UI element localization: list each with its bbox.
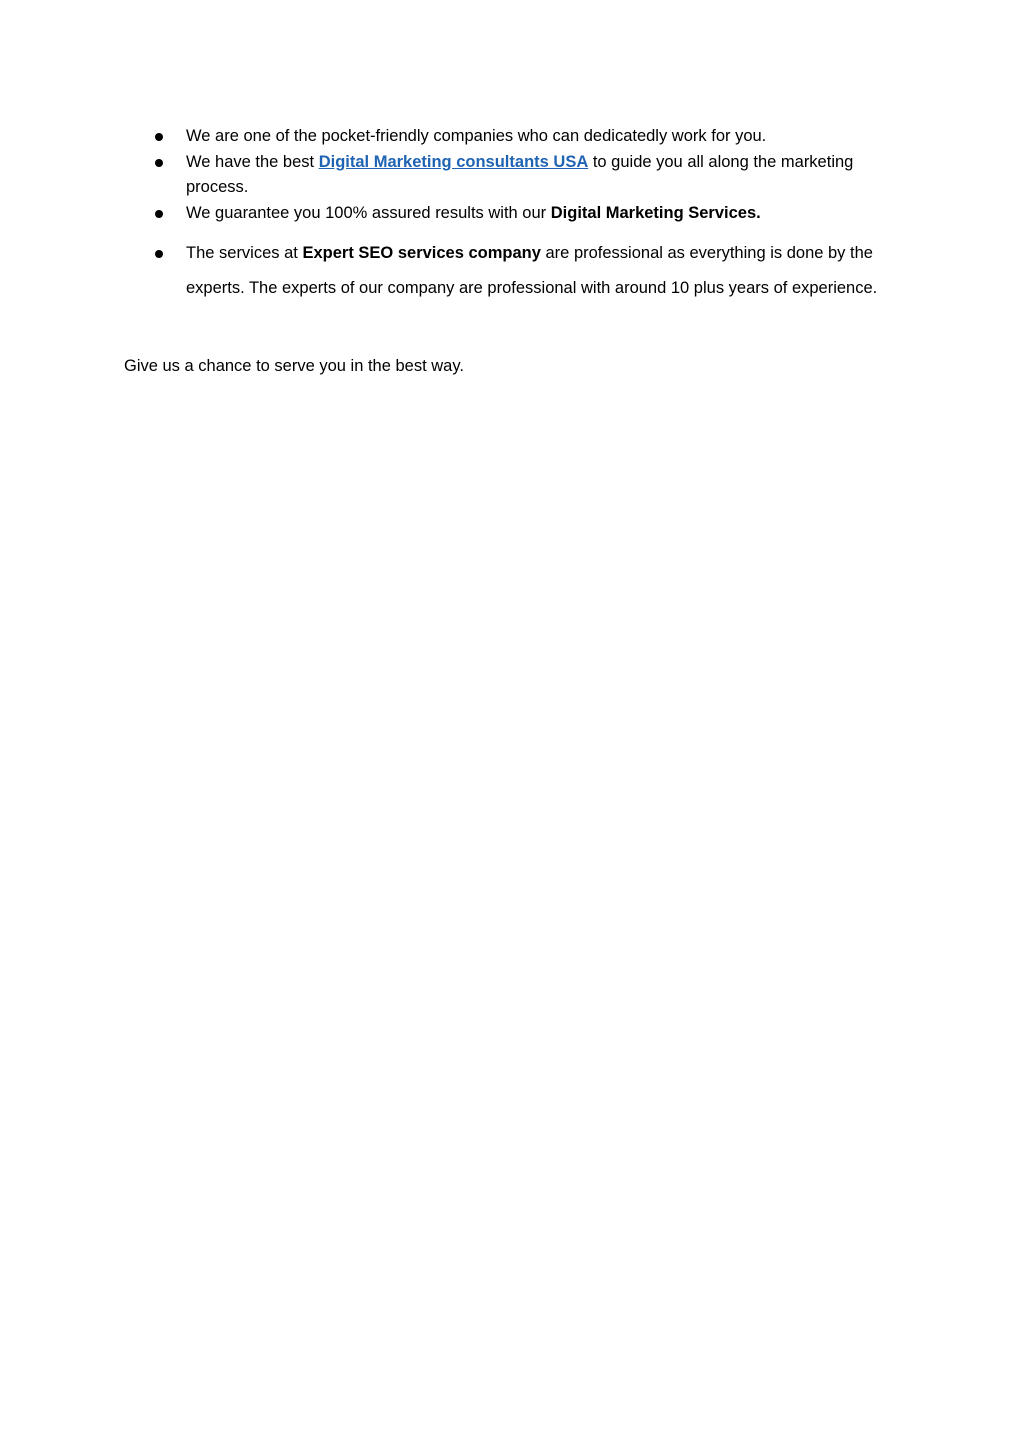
list-item xyxy=(0,124,886,149)
bullet-text-before: We guarantee you 100% assured results with our xyxy=(186,204,551,222)
bullet-text-after: are professional as everything is done by the experts. The experts of our company are professional with around 10 plus years of experience. xyxy=(186,244,878,297)
list-item xyxy=(0,201,886,226)
bullet-text-before: We have the best xyxy=(186,153,319,171)
list-item xyxy=(0,236,886,306)
bullet-text-before: The services at xyxy=(186,244,303,262)
bullet-text-after: to guide you all along the marketing process. xyxy=(186,153,854,196)
bullet-text: We are one of the pocket-friendly companies who can dedicatedly work for you. xyxy=(186,127,767,145)
digital-marketing-consultants-link[interactable]: Digital Marketing consultants USA xyxy=(318,153,589,171)
bold-text: Expert SEO services company xyxy=(302,244,541,262)
closing-paragraph: Give us a chance to serve you in the best way. xyxy=(124,357,464,375)
bullet-list xyxy=(0,124,1023,306)
bullet-icon xyxy=(155,133,163,141)
bold-text: Digital Marketing Services. xyxy=(550,204,761,222)
list-item xyxy=(0,150,886,200)
bullet-icon xyxy=(155,210,163,218)
bullet-icon xyxy=(155,250,163,258)
bullet-icon xyxy=(155,159,163,167)
